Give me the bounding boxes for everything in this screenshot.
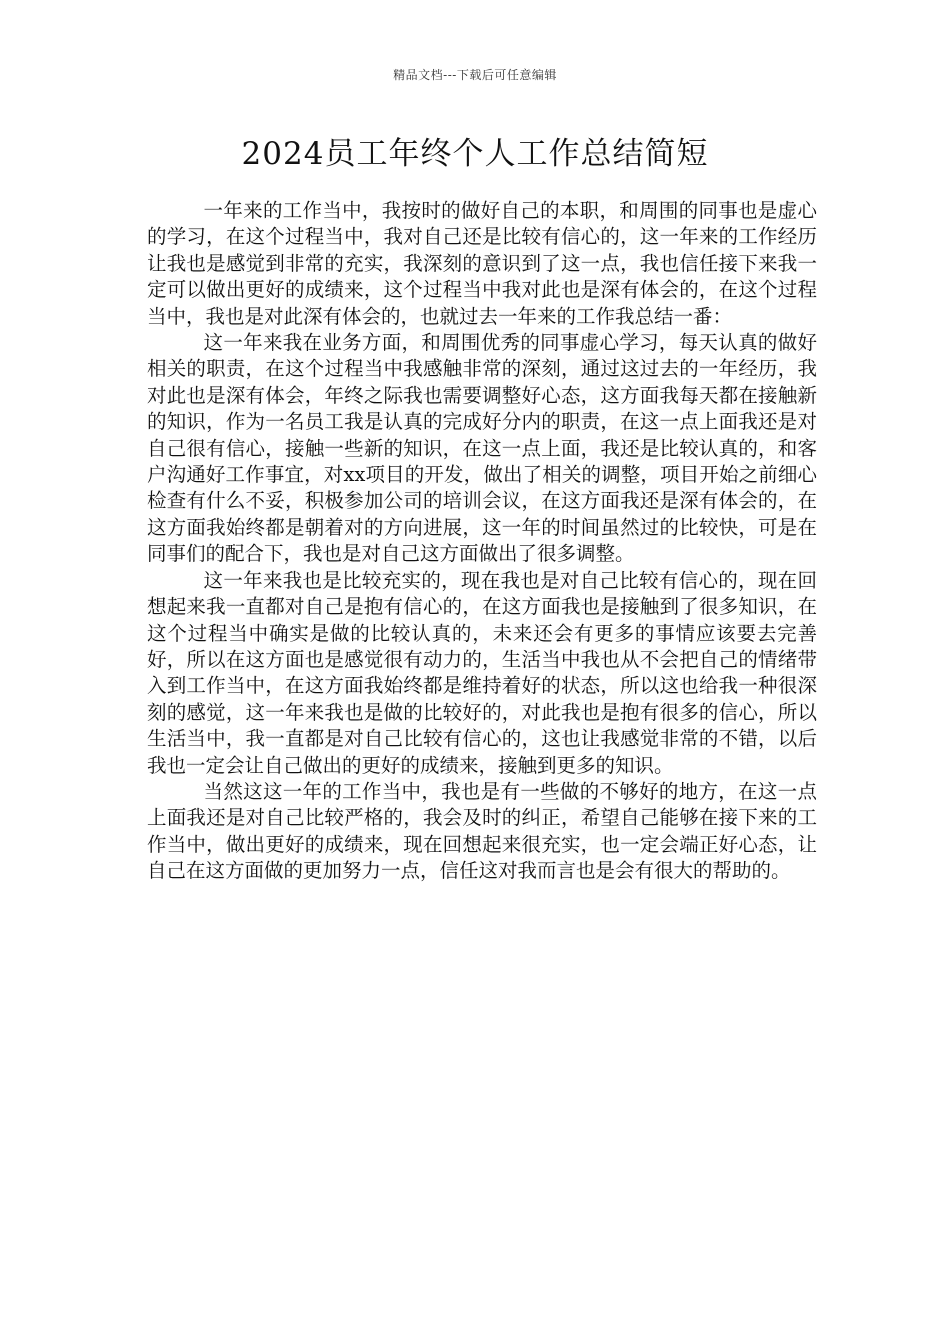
document-title: 2024员工年终个人工作总结简短 xyxy=(241,136,709,172)
paragraph-4: 当然这这一年的工作当中，我也是有一些做的不够好的地方，在这一点上面我还是对自己比较严格的，我会及时的纠正，希望自己能够在接下来的工作当中，做出更好的成绩来，现在回想起来很充实，也一定会端正好心态，让自己在这方面做的更加努力一点，信任这对我而言也是会有很大的帮助的。 xyxy=(147,779,817,883)
paragraph-3: 这一年来我也是比较充实的，现在我也是对自己比较有信心的，现在回想起来我一直都对自己是抱有信心的，在这方面我也是接触到了很多知识，在这个过程当中确实是做的比较认真的，未来还会有更多的事情应该要去完善好，所以在这方面也是感觉很有动力的，生活当中我也从不会把自己的情绪带入到工作当中，在这方面我始终都是维持着好的状态，所以这也给我一种很深刻的感觉，这一年来我也是做的比较好的，对此我也是抱有很多的信心，所以生活当中，我一直都是对自己比较有信心的，这也让我感觉非常的不错，以后我也一定会让自己做出的更好的成绩来，接触到更多的知识。 xyxy=(147,568,817,777)
paragraph-1: 一年来的工作当中，我按时的做好自己的本职，和周围的同事也是虚心的学习，在这个过程当中，我对自己还是比较有信心的，这一年来的工作经历让我也是感觉到非常的充实，我深刻的意识到了这一点，我也信任接下来我一定可以做出更好的成绩来，这个过程当中我对此也是深有体会的，在这个过程当中，我也是对此深有体会的，也就过去一年来的工作我总结一番： xyxy=(147,199,817,328)
paragraph-2: 这一年来我在业务方面，和周围优秀的同事虚心学习，每天认真的做好相关的职责，在这个过程当中我感触非常的深刻，通过这过去的一年经历，我对此也是深有体会，年终之际我也需要调整好心态，这方面我每天都在接触新的知识，作为一名员工我是认真的完成好分内的职责，在这一点上面我还是对自己很有信心，接触一些新的知识，在这一点上面，我还是比较认真的，和客户沟通好工作事宜，对xx项目的开发，做出了相关的调整，项目开始之前细心检查有什么不妥，积极参加公司的培训会议，在这方面我还是深有体会的，在这方面我始终都是朝着对的方向进展，这一年的时间虽然过的比较快，可是在同事们的配合下，我也是对自己这方面做出了很多调整。 xyxy=(147,331,817,566)
page-header: 精品文档---下载后可任意编辑 xyxy=(393,68,557,82)
document-body xyxy=(147,198,817,885)
